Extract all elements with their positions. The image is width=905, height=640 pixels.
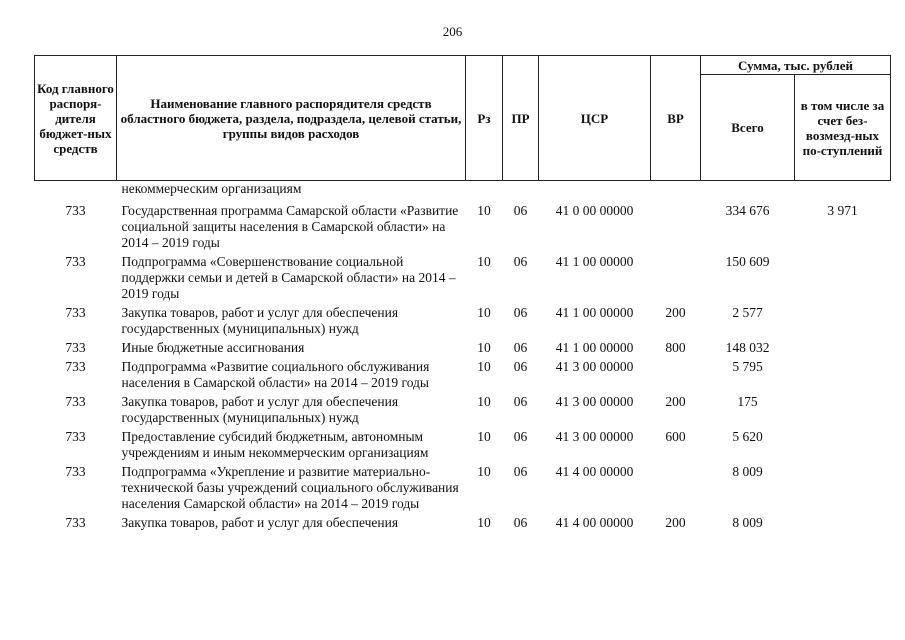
table-row (35, 461, 891, 512)
row-vr: 200 (665, 515, 686, 530)
row-name: Закупка товаров, работ и услуг для обеспечения государственных (муниципальных) нужд (121, 394, 399, 425)
row-total: 2 577 (732, 305, 763, 320)
row-gratuitous (795, 461, 891, 512)
row-rz: 10 (477, 429, 491, 444)
row-gratuitous: 3 971 (827, 203, 858, 218)
row-rz: 10 (477, 464, 491, 479)
row-vr: 800 (665, 340, 686, 355)
header-pr: ПР (503, 56, 539, 181)
row-pr: 06 (513, 254, 528, 269)
row-pr: 06 (513, 305, 528, 320)
row-csr: 41 1 00 00000 (555, 254, 634, 269)
header-vr: ВР (651, 56, 701, 181)
row-csr: 41 3 00 00000 (555, 359, 634, 374)
row-total: 5 795 (732, 359, 763, 374)
row-csr: 41 3 00 00000 (555, 429, 634, 444)
header-total: Всего (701, 75, 795, 181)
page-number: 206 (442, 24, 463, 39)
header-rz: Рз (466, 56, 503, 181)
row-total: 334 676 (725, 203, 770, 218)
row-code: 733 (65, 254, 86, 269)
row-csr: 41 1 00 00000 (555, 305, 634, 320)
row-vr (651, 200, 701, 251)
row-pr: 06 (513, 340, 528, 355)
row-gratuitous (795, 426, 891, 461)
row-vr (651, 356, 701, 391)
row-pr: 06 (513, 359, 528, 374)
table-row (35, 200, 891, 251)
header-gratuitous: в том числе за счет без-возмезд-ных по-ступлений (795, 75, 891, 181)
row-total: 8 009 (732, 464, 763, 479)
row-name: Подпрограмма «Совершенствование социальной поддержки семьи и детей в Самарской области» на 2014 – 2019 годы (121, 254, 456, 301)
table-row (35, 391, 891, 426)
row-code: 733 (65, 515, 86, 530)
row-name: Подпрограмма «Развитие социального обслуживания населения в Самарской области» на 2014 – 2019 годы (121, 359, 430, 390)
row-total: 175 (737, 394, 758, 409)
row-csr: 41 4 00 00000 (555, 515, 634, 530)
row-pr: 06 (513, 394, 528, 409)
continuation-row (35, 181, 891, 201)
row-gratuitous (795, 302, 891, 337)
row-vr (651, 251, 701, 302)
row-gratuitous (795, 391, 891, 426)
row-vr: 200 (665, 305, 686, 320)
row-rz: 10 (477, 254, 491, 269)
row-rz: 10 (477, 340, 491, 355)
row-total: 150 609 (725, 254, 770, 269)
row-total: 5 620 (732, 429, 763, 444)
table-body (35, 181, 891, 532)
row-vr: 600 (665, 429, 686, 444)
row-pr: 06 (513, 429, 528, 444)
row-name: Предоставление субсидий бюджетным, автономным учреждениям и иным некоммерческим организациям (121, 429, 429, 460)
row-pr: 06 (513, 464, 528, 479)
row-name: Подпрограмма «Укрепление и развитие материально-технической базы учреждений социального обслуживания населения Самарской области» на 2014 – 2019 годы (121, 464, 459, 511)
row-name: Иные бюджетные ассигнования (121, 340, 305, 355)
row-gratuitous (795, 356, 891, 391)
row-csr: 41 1 00 00000 (555, 340, 634, 355)
row-rz: 10 (477, 203, 491, 218)
row-code: 733 (65, 464, 86, 479)
row-csr: 41 4 00 00000 (555, 464, 634, 479)
table-header (35, 56, 891, 181)
row-total: 148 032 (725, 340, 770, 355)
header-code: Код главного распоря-дителя бюджет-ных средств (35, 56, 117, 181)
header-name: Наименование главного распорядителя средств областного бюджета, раздела, подраздела, целевой статьи, группы видов расходов (117, 56, 466, 181)
row-code: 733 (65, 429, 86, 444)
row-vr: 200 (665, 394, 686, 409)
row-code: 733 (65, 203, 86, 218)
header-sum-group: Сумма, тыс. рублей (701, 56, 891, 75)
row-pr: 06 (513, 203, 528, 218)
row-rz: 10 (477, 305, 491, 320)
row-name: Закупка товаров, работ и услуг для обеспечения (121, 515, 399, 530)
row-gratuitous (795, 337, 891, 356)
row-gratuitous (795, 512, 891, 531)
row-csr: 41 0 00 00000 (555, 203, 634, 218)
row-csr: 41 3 00 00000 (555, 394, 634, 409)
budget-table (34, 55, 891, 531)
table-row (35, 337, 891, 356)
table-row (35, 251, 891, 302)
row-gratuitous (795, 251, 891, 302)
table-row (35, 426, 891, 461)
row-name: Государственная программа Самарской области «Развитие социальной защиты населения в Самарской области» на 2014 – 2019 годы (121, 203, 459, 250)
continuation-text: некоммерческим организациям (121, 181, 302, 196)
row-rz: 10 (477, 394, 491, 409)
row-name: Закупка товаров, работ и услуг для обеспечения государственных (муниципальных) нужд (121, 305, 399, 336)
table-row (35, 512, 891, 531)
row-rz: 10 (477, 359, 491, 374)
row-rz: 10 (477, 515, 491, 530)
row-pr: 06 (513, 515, 528, 530)
row-code: 733 (65, 305, 86, 320)
row-total: 8 009 (732, 515, 763, 530)
row-code: 733 (65, 359, 86, 374)
row-code: 733 (65, 340, 86, 355)
header-csr: ЦСР (539, 56, 651, 181)
row-vr (651, 461, 701, 512)
row-code: 733 (65, 394, 86, 409)
table-row (35, 356, 891, 391)
table-row (35, 302, 891, 337)
